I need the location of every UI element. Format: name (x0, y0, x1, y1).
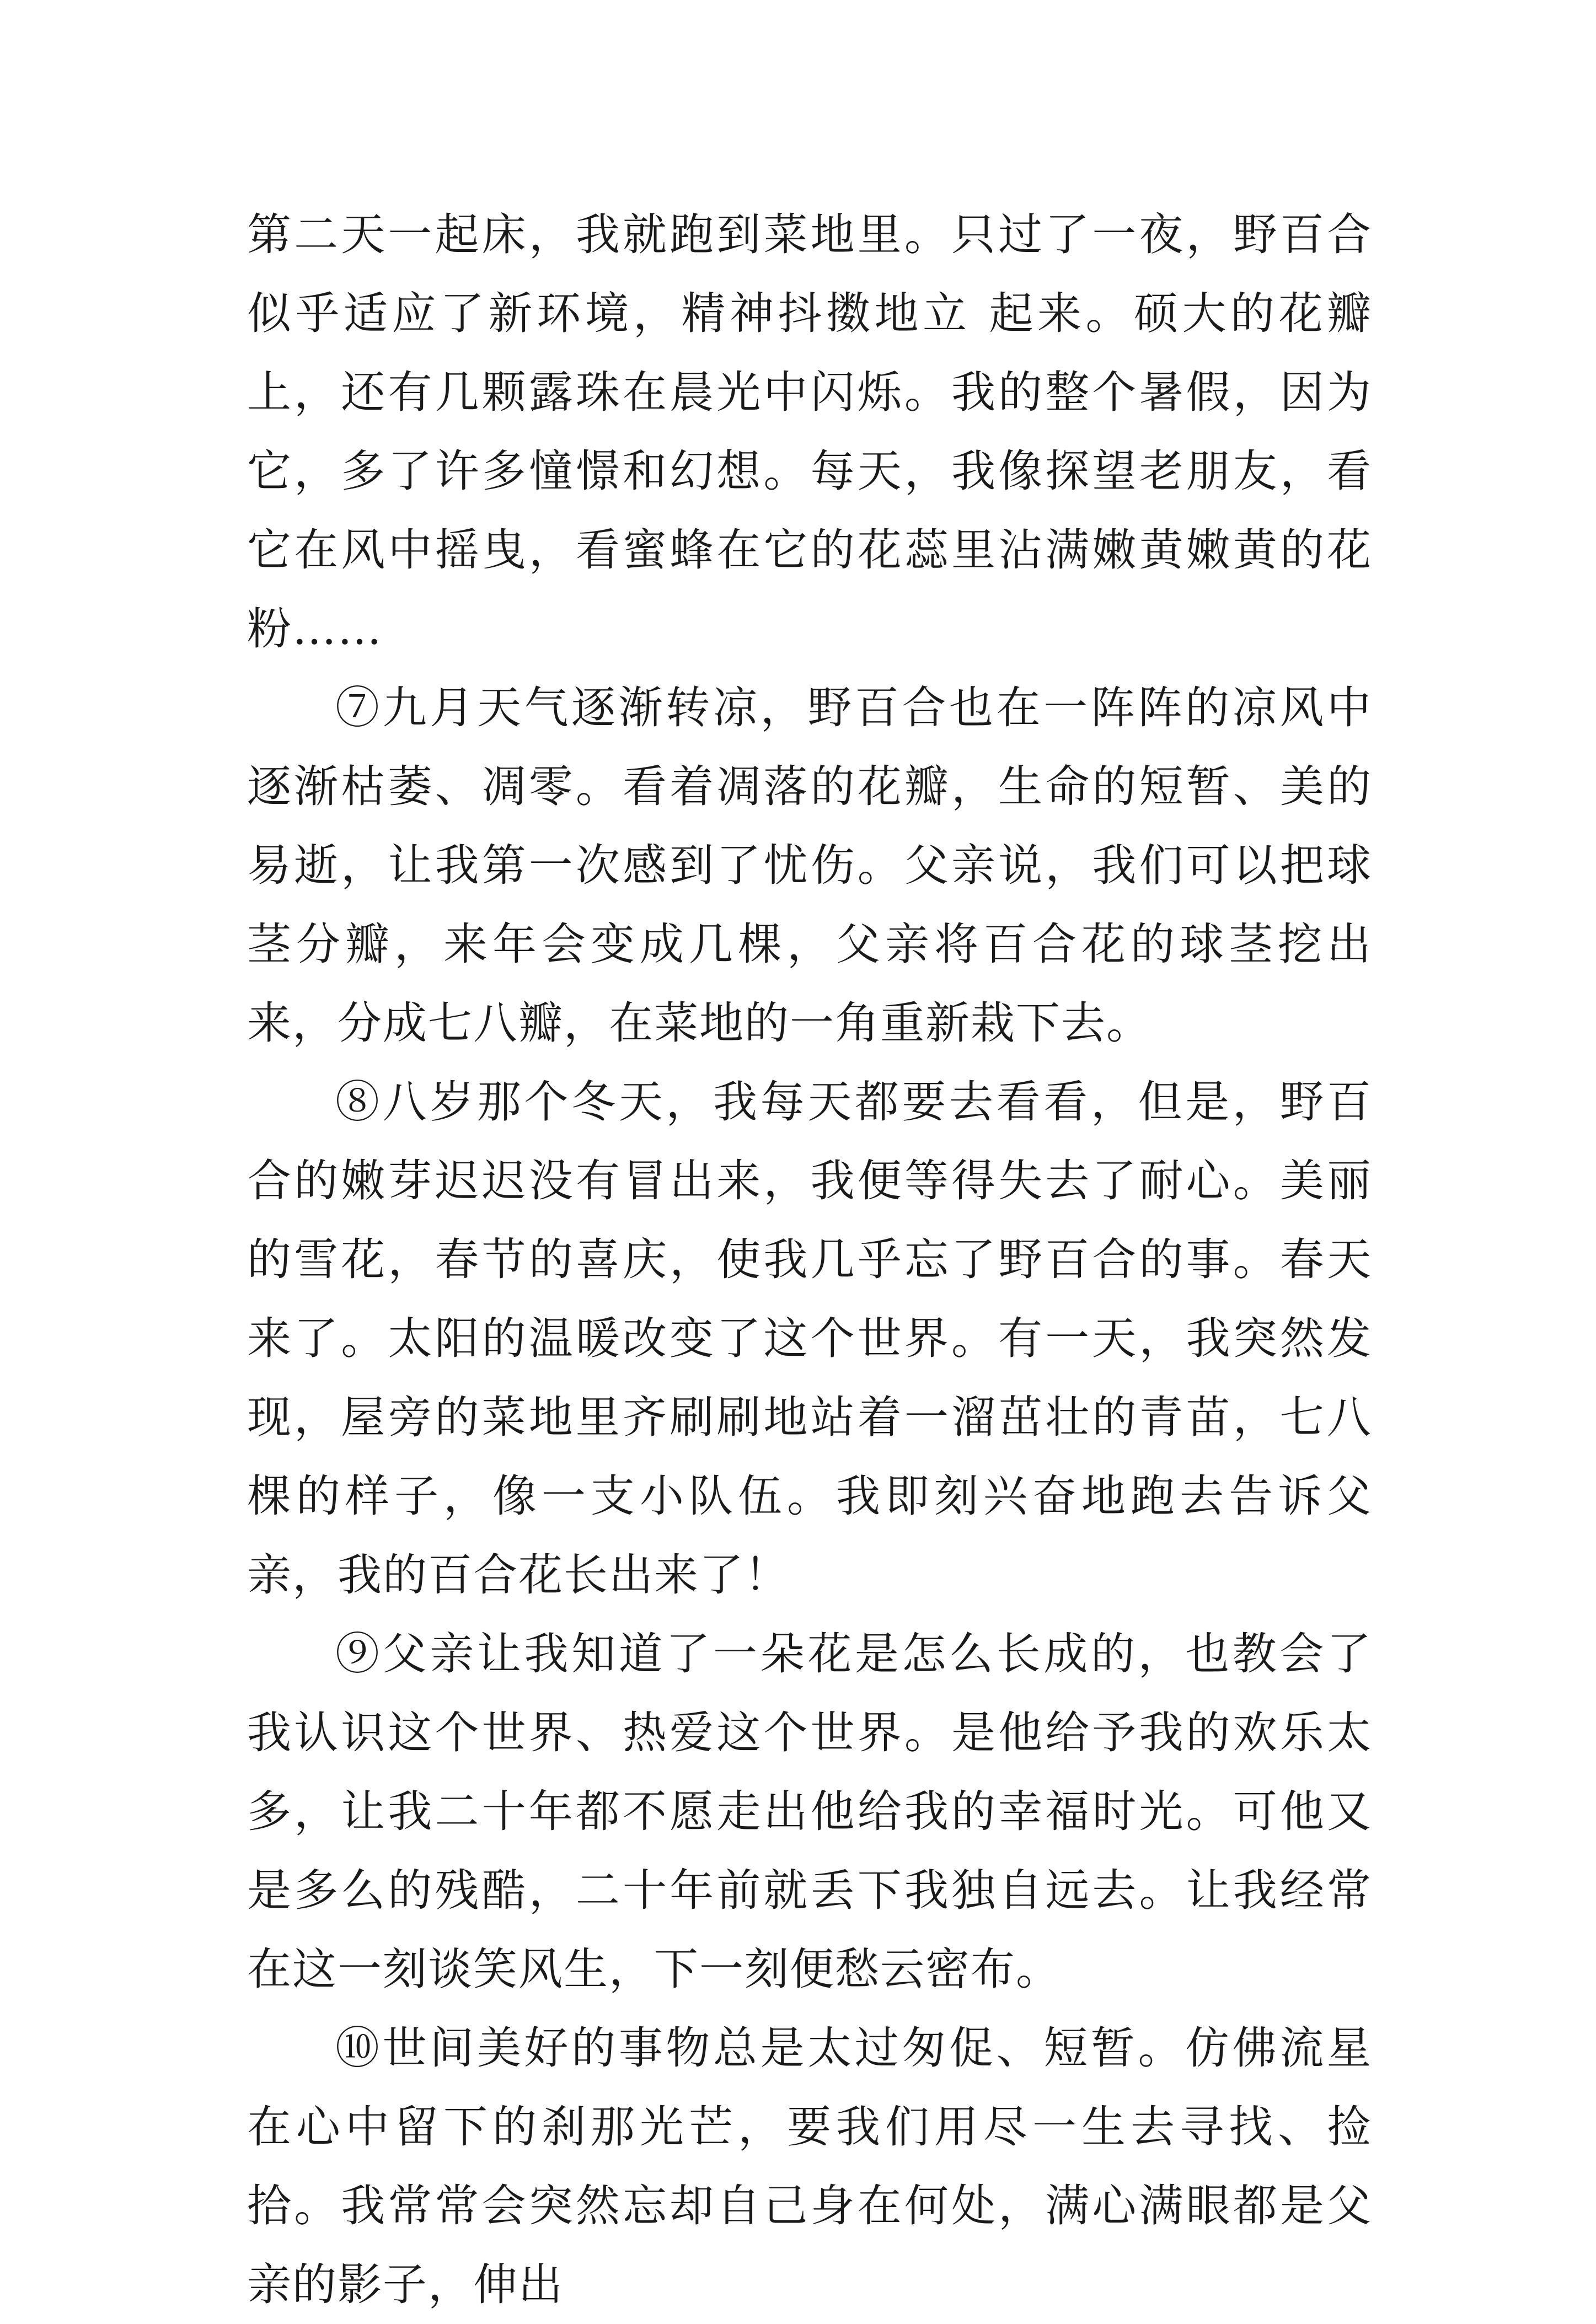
paragraph-9: ⑨父亲让我知道了一朵花是怎么长成的，也教会了我认识这个世界、热爱这个世界。是他给予我的欢乐太多，让我二十年都不愿走出他给我的幸福时光。可他又是多么的残酷，二十年前就丢下我独自远去。让我经常在这一刻谈笑风生，下一刻便愁云密布。 (247, 1628, 1372, 1995)
paragraph-8: ⑧八岁那个冬天，我每天都要去看看，但是，野百合的嫩芽迟迟没有冒出来，我便等得失去了耐心。美丽的雪花，春节的喜庆，使我几乎忘了野百合的事。春天来了。太阳的温暖改变了这个世界。有一天，我突然发现，屋旁的菜地里齐刷刷地站着一溜茁壮的青苗，七八棵的样子，像一支小队伍。我即刻兴奋地跑去告诉父亲，我的百合花长出来了！ (247, 1076, 1372, 1601)
document-body (247, 195, 1372, 2324)
paragraph-7: ⑦九月天气逐渐转凉，野百合也在一阵阵的凉风中逐渐枯萎、凋零。看着凋落的花瓣，生命的短暂、美的易逝，让我第一次感到了忧伤。父亲说，我们可以把球茎分瓣，来年会变成几棵，父亲将百合花的球茎挖出来，分成七八瓣，在菜地的一角重新栽下去。 (247, 682, 1372, 1049)
paragraph-10: ⑩世间美好的事物总是太过匆促、短暂。仿佛流星在心中留下的刹那光芒，要我们用尽一生去寻找、捡拾。我常常会突然忘却自己身在何处，满心满眼都是父亲的影子，伸出 (247, 2022, 1372, 2310)
paragraph-continuation: 第二天一起床，我就跑到菜地里。只过了一夜，野百合似乎适应了新环境，精神抖擞地立 起来。硕大的花瓣上，还有几颗露珠在晨光中闪烁。我的整个暑假，因为它，多了许多憧憬和幻想。每天，我像探望老朋友，看它在风中摇曳，看蜜蜂在它的花蕊里沾满嫩黄嫩黄的花粉…… (247, 209, 1372, 654)
